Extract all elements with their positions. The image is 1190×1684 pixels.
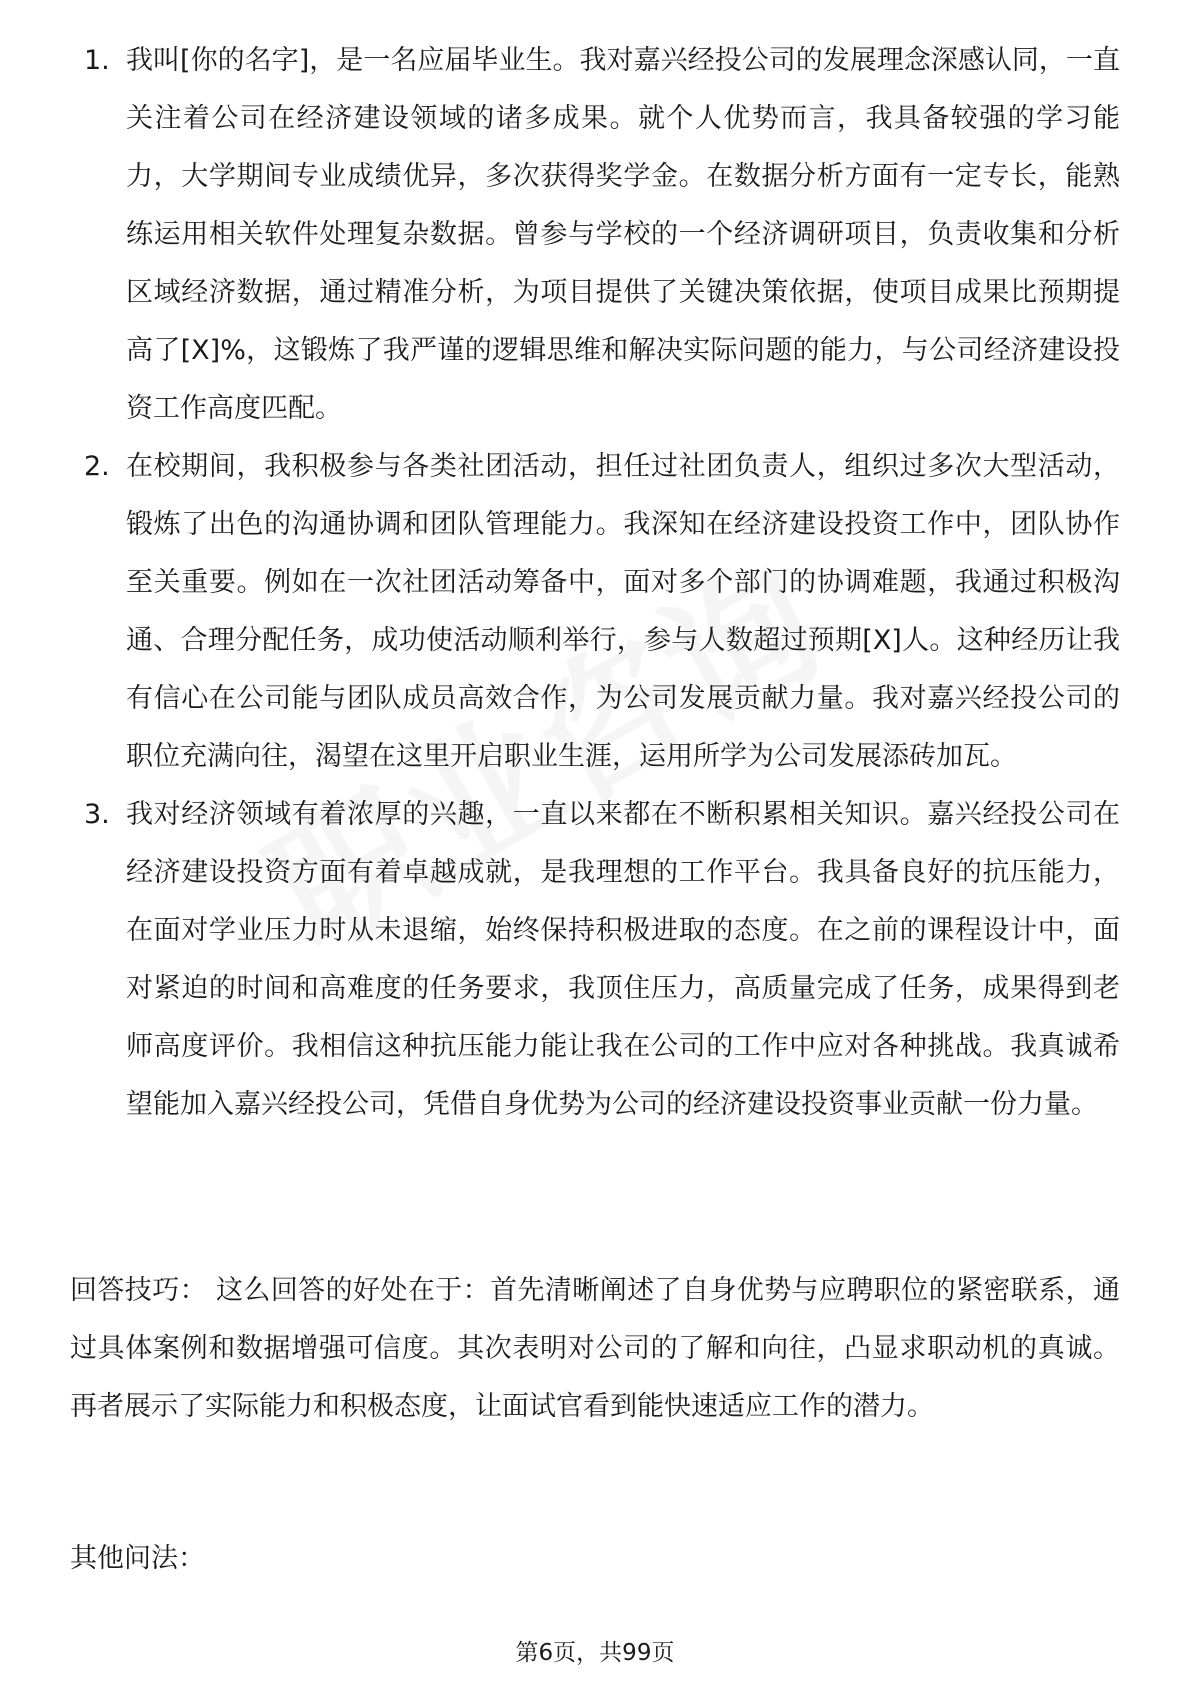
answer-text: 我叫[你的名字]，是一名应届毕业生。我对嘉兴经投公司的发展理念深感认同，一直关注着公司在经济建设领域的诸多成果。就个人优势而言，我具备较强的学习能力，大学期间专业成绩优异，多次获得奖学金。在数据分析方面有一定专长，能熟练运用相关软件处理复杂数据。曾参与学校的一个经济调研项目，负责收集和分析区域经济数据，通过精准分析，为项目提供了关键决策依据，使项目成果比预期提高了[X]%，这锻炼了我严谨的逻辑思维和解决实际问题的能力，与公司经济建设投资工作高度匹配。 <box>126 45 1120 424</box>
other-questions-label: 其他问法： <box>70 1543 205 1574</box>
answer-item-3 <box>70 786 1120 1134</box>
tips-text: 这么回答的好处在于：首先清晰阐述了自身优势与应聘职位的紧密联系，通过具体案例和数据增强可信度。其次表明对公司的了解和向往，凸显求职动机的真诚。再者展示了实际能力和积极态度，让面试官看到能快速适应工作的潜力。 <box>70 1275 1121 1422</box>
answer-number: 3. <box>84 799 110 830</box>
tips-label: 回答技巧： <box>70 1275 208 1306</box>
answer-number: 2. <box>84 451 110 482</box>
answer-number: 1. <box>84 45 110 76</box>
answer-item-2 <box>70 438 1120 786</box>
answer-tips <box>70 1262 1120 1436</box>
answer-list <box>70 32 1120 1134</box>
answer-text: 我对经济领域有着浓厚的兴趣，一直以来都在不断积累相关知识。嘉兴经投公司在经济建设投资方面有着卓越成就，是我理想的工作平台。我具备良好的抗压能力，在面对学业压力时从未退缩，始终保持积极进取的态度。在之前的课程设计中，面对紧迫的时间和高难度的任务要求，我顶住压力，高质量完成了任务，成果得到老师高度评价。我相信这种抗压能力能让我在公司的工作中应对各种挑战。我真诚希望能加入嘉兴经投公司，凭借自身优势为公司的经济建设投资事业贡献一份力量。 <box>126 799 1120 1120</box>
page-footer: 第6页，共99页 <box>515 1640 675 1666</box>
answer-text: 在校期间，我积极参与各类社团活动，担任过社团负责人，组织过多次大型活动，锻炼了出色的沟通协调和团队管理能力。我深知在经济建设投资工作中，团队协作至关重要。例如在一次社团活动筹备中，面对多个部门的协调难题，我通过积极沟通、合理分配任务，成功使活动顺利举行，参与人数超过预期[X]人。这种经历让我有信心在公司能与团队成员高效合作，为公司发展贡献力量。我对嘉兴经投公司的职位充满向往，渴望在这里开启职业生涯，运用所学为公司发展添砖加瓦。 <box>126 451 1120 772</box>
answer-item-1 <box>70 32 1120 438</box>
